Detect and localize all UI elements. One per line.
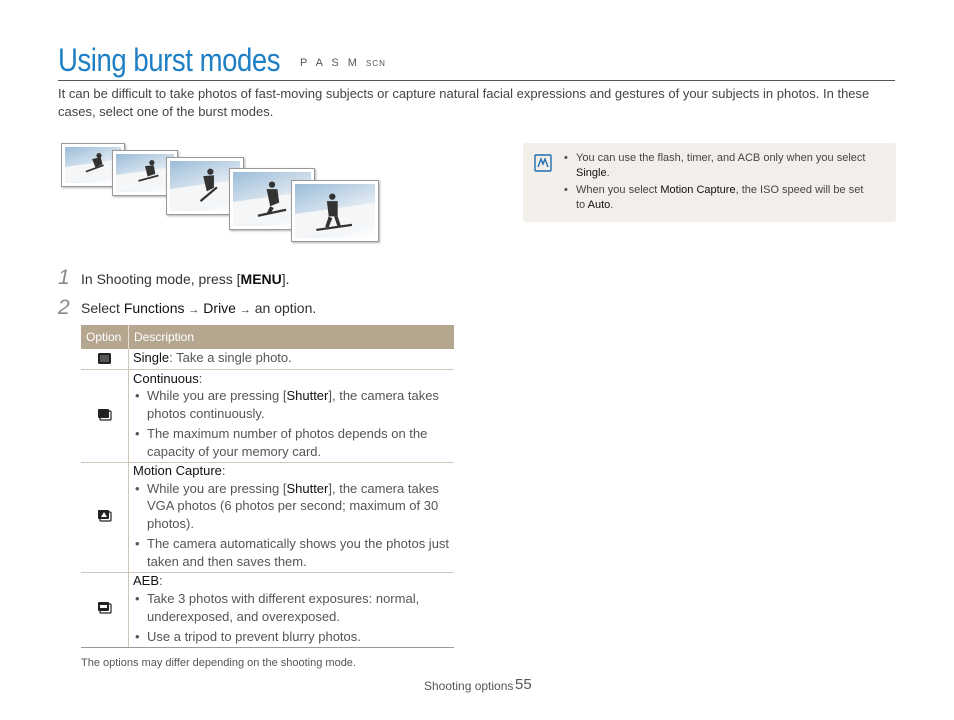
motion-b1-l3: photos). (147, 516, 194, 531)
step-1-text: In Shooting mode, press [MENU]. (81, 271, 290, 287)
shooting-modes (300, 57, 386, 69)
note-bullet-1: • (564, 152, 568, 164)
single-shot-icon (97, 352, 112, 365)
step-2-text: Select Functions → Drive → an option. (81, 300, 317, 316)
intro-text: It can be difficult to take photos of fast-moving subjects or capture natural facial expressions and gestures of your subjects in photos. In these cases, select one of the burst modes. (58, 86, 870, 119)
note-line-2b: to Auto. (576, 199, 614, 211)
footer-section-label: Shooting options (424, 679, 514, 693)
header-description: Description (128, 325, 454, 349)
page-number: 55 (515, 676, 532, 693)
continuous-shot-icon (97, 408, 112, 421)
title-rule (58, 80, 895, 81)
column-divider (128, 349, 129, 648)
burst-photo-5 (291, 180, 379, 242)
header-option: Option (81, 325, 128, 349)
modes-pasm: P A S M (300, 57, 360, 69)
motion-bullet-2: • (135, 536, 140, 551)
motion-b1-l2: VGA photos (6 photos per second; maximum of 30 (147, 498, 439, 513)
aeb-b1-l1: Take 3 photos with different exposures: normal, (147, 591, 420, 606)
single-row: Single: Take a single photo. (133, 350, 292, 365)
motion-title: Motion Capture: (133, 463, 226, 478)
note-bullet-2: • (564, 184, 568, 196)
continuous-bullet-2: • (135, 426, 140, 441)
step-2-number: 2 (58, 296, 70, 319)
aeb-title: AEB: (133, 573, 163, 588)
motion-capture-icon (97, 509, 112, 522)
continuous-bullet-1: • (135, 388, 140, 403)
motion-b1-l1: While you are pressing [Shutter], the camera takes (147, 481, 439, 496)
continuous-b1-l2: photos continuously. (147, 406, 265, 421)
note-line-1b: Single. (576, 167, 610, 179)
page-title: Using burst modes (58, 42, 281, 78)
note-line-1: You can use the flash, timer, and ACB only when you select (576, 152, 866, 164)
footnote: The options may differ depending on the shooting mode. (81, 657, 356, 669)
motion-bullet-1: • (135, 481, 140, 496)
aeb-icon (97, 601, 112, 614)
step-1-number: 1 (58, 266, 70, 289)
aeb-b1-l2: underexposed, and overexposed. (147, 609, 340, 624)
note-line-2: When you select Motion Capture, the ISO speed will be set (576, 184, 864, 196)
continuous-b2-l2: capacity of your memory card. (147, 444, 322, 459)
continuous-b2-l1: The maximum number of photos depends on the (147, 426, 428, 441)
modes-scn: SCN (366, 59, 386, 68)
continuous-title: Continuous: (133, 371, 203, 386)
motion-b2-l1: The camera automatically shows you the photos just (147, 536, 450, 551)
aeb-bullet-1: • (135, 591, 140, 606)
aeb-b2-l1: Use a tripod to prevent blurry photos. (147, 629, 361, 644)
note-icon (534, 154, 552, 172)
table-bottom-rule (81, 647, 454, 648)
continuous-b1-l1: While you are pressing [Shutter], the camera takes (147, 388, 439, 403)
motion-b2-l2: taken and then saves them. (147, 554, 307, 569)
aeb-bullet-2: • (135, 629, 140, 644)
